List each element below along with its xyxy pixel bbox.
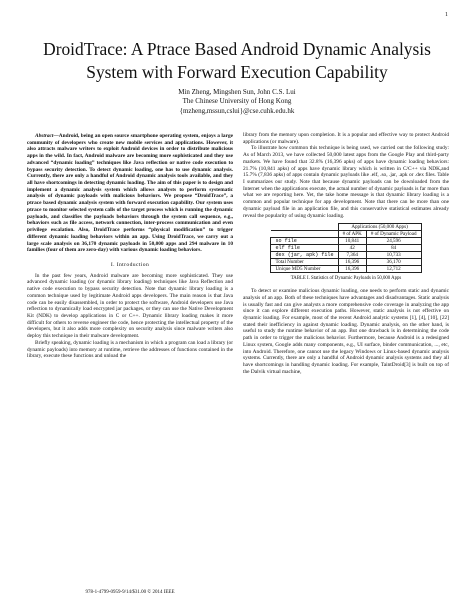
table-cell-apk: 16,396 (338, 259, 366, 266)
abstract (27, 133, 233, 254)
table-column-header-apk: # of APK (338, 231, 366, 238)
table-column-header-payload: # of Dynamic Payload (366, 231, 421, 238)
body-paragraph-2: To illustrate how common this technique is being used, we carried out the following study: As of March 2013, we have collected 50,000 latest apps from the Google Play and third-party markets. We have found that 32.8% (16,396 apks) of apps have dynamic loading behaviors: 21.7% (10,841 apks) of apps have dynamic library which is written in C/C++ via NDK,and 15.7% (7,836 apks) of apps contain dynamic payloads like .elf, .so, .jar, .apk or .dex files. Table I summarizes our study. Note that because dynamic payloads can be downloaded from the Internet when the applications execute, the actual number of dynamic payloads is far more than what we are reporting here. Yet, the take home message is that dynamic library loading is a common and popular technique for app development. Note that there can be more than one dynamic payload file in an application file, and this conservative statistical estimates already reveal the popularity of using dynamic loading. (243, 145, 449, 219)
table-cell-payload: 12,712 (366, 266, 421, 273)
table-row-label: dex (jar, apk) file (271, 252, 338, 259)
table-cell-payload: 24,596 (366, 238, 421, 245)
table-empty-corner-2 (271, 231, 338, 238)
table-cell-apk: 7,364 (338, 252, 366, 259)
copyright-footer: 978-1-4799-0959-9/14/$31.00 © 2014 IEEE (85, 590, 175, 595)
table-row-label: Total Number (271, 259, 338, 266)
author-affiliation: The Chinese University of Hong Kong (182, 97, 292, 106)
table-cell-apk: 16,396 (338, 266, 366, 273)
page-number: 1 (445, 12, 448, 18)
abstract-text: —Android, being an open source smartphone operating system, enjoys a large community of developers who create new mobile services and applications. However, it also attracts malware writers to exploit Android devices in order to distribute malicious apps in the wild. In fact, Android malware are becoming more sophisticated and they use advanced “dynamic loading” techniques like Java reflection or native code execution to bypass security detection. To detect dynamic loading, one has to use dynamic analysis. Currently, there are only a handful of Android dynamic analysis tools available, and they all have shortcomings in detecting dynamic loading. The aim of this paper is to design and implement a dynamic analysis system which allows analysts to perform systematic analysis of dynamic payloads with malicious behaviors. We propose “DroidTrace”, a ptrace based dynamic analysis system with forward execution capability. Our system uses ptrace to monitor selected system calls of the target process which is running the dynamic payloads, and classifies the payloads behaviors through the system call sequence, e.g., behaviors such as file access, network connection, inter-process communication and even privilege escalation. Also, DroidTrace performs “physical modification” to trigger different dynamic loading behaviors within an app. Using DroidTrace, we carry out a large scale analysis on 36,170 dynamic payloads in 50,000 apps and 294 malware in 10 families (four of them are zero-day) with various dynamic loading behaviors. (27, 133, 233, 254)
table-row-label: so file (271, 238, 338, 245)
table-cell-apk: 42 (338, 245, 366, 252)
author-email: {mzheng,mssun,cslui}@cse.cuhk.edu.hk (179, 106, 295, 115)
table-cell-payload: 84 (366, 245, 421, 252)
left-column (27, 133, 233, 360)
intro-paragraph-2: Briefly speaking, dynamic loading is a mechanism in which a program can load a library (or dynamic payloads) into memory at runtime, retrieve the addresses of functions contained in the library, execute these functions and unload the (27, 339, 233, 360)
table-header-row (271, 224, 421, 231)
section-heading-introduction: I. Introduction (110, 261, 150, 268)
table-row (271, 266, 421, 273)
author-block (0, 88, 474, 116)
body-paragraph-1: library from the memory upon completion. It is a popular and effective way to protect Android applications (or malware). (243, 132, 449, 145)
table-cell-payload: 36,170 (366, 259, 421, 266)
table-row (271, 252, 421, 259)
table-row-label: Unique MD5 Number (271, 266, 338, 273)
intro-paragraph-1: In the past few years, Android malware are becoming more sophisticated. They use advanced dynamic loading (or dynamic library loading) techniques like Java Reflection and native code execution to bypass security detection. Note that dynamic library loading is a common technique used by legitimate Android apps developers. The main reason is that Java code can be easily disassembled, in order to protect the software, Android developers use Java reflection to dynamically load encrypted jar packages, or they can use the Native Development Kit (NDK) to develop applications in C or C++. Dynamic library loading makes it more difficult for others to reverse engineer the code, hence protecting the intellectual property of the developers, but it also adds more complexity on security analysis since malware writers also deploy this technique in their malware development. (27, 272, 233, 340)
body-paragraph-3: To detect or examine malicious dynamic loading, one needs to perform static and dynamic analysis of an app. Both of these techniques have advantages and disadvantages. Static analysis is usually fast and can give analysts a more comprehensive code coverage in analyzing the app since it can explore different execution paths. However, static analysis is not effective on dynamic loading. For example, most of the recent Android analytic systems [1], [4], [10], [22] stated their inefficiency in against dynamic loading. Dynamic analysis, on the other hand, is useful to study the runtime behavior of an app. But one drawback is in determining the code path in order to trigger the malicious behavior. Furthermore, because Android is a redesigned Linux system, Google adds many components, e.g., UI surface, binder communication, ..., etc, into Android. Therefore, one cannot use the legacy Windows or Linux-based dynamic analysis systems. Currently, there are only a handful of Android dynamic analysis systems and they all have shortcomings in handling dynamic loading. For example, TaintDroid[3] is built on top of the Dalvik virtual machine, (243, 288, 449, 375)
table-row (271, 238, 421, 245)
table-empty-corner (271, 224, 338, 231)
table-row (271, 245, 421, 252)
author-names: Min Zheng, Mingshen Sun, John C.S. Lui (178, 88, 296, 96)
paper-title: DroidTrace: A Ptrace Based Android Dynamic Analysis System with Forward Execution Capability (43, 39, 431, 82)
table-row (271, 259, 421, 266)
table-subheader-row (271, 231, 421, 238)
abstract-label: Abstract (35, 133, 54, 139)
payload-statistics-table (270, 223, 421, 273)
table-cell-apk: 10,841 (338, 238, 366, 245)
right-column (243, 132, 449, 375)
table-group-header: Applications (50,000 Apps) (338, 224, 421, 231)
table-row-label: elf file (271, 245, 338, 252)
table-caption: TABLE I. Statistics of Dynamic Payloads in 50,000 Apps (290, 276, 402, 282)
table-cell-payload: 10,733 (366, 252, 421, 259)
